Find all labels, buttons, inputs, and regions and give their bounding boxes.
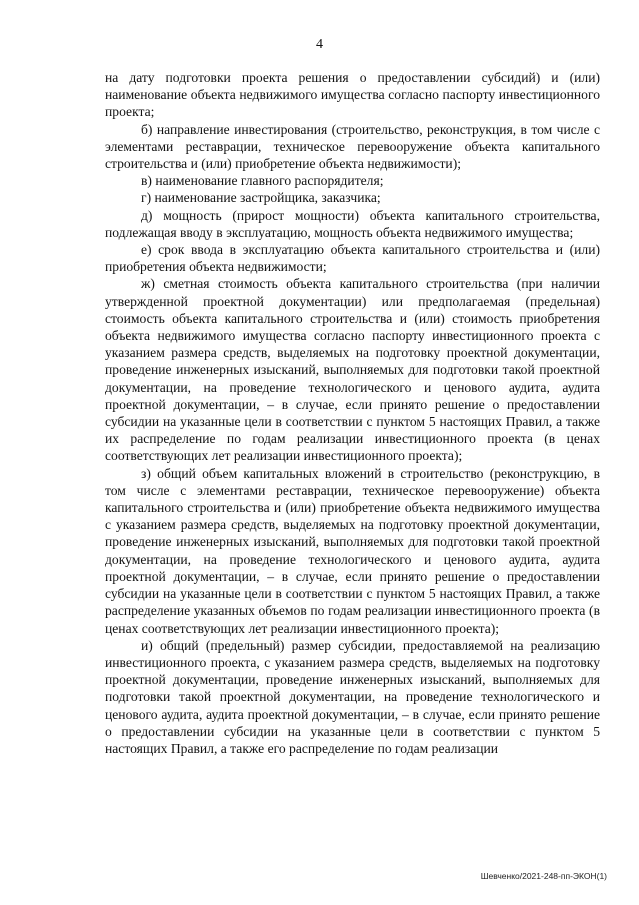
paragraph-item-b: б) направление инвестирования (строительство, реконструкция, в том числе с элементами реставрации, техническое перевооружение объекта капитального строительства и (или) приобретение объекта недвижимости); bbox=[105, 121, 600, 172]
paragraph-item-z: з) общий объем капитальных вложений в строительство (реконструкцию, в том числе с элементами реставрации, техническое перевооружение) объекта капитального строительства и (или) приобретение объекта недвижимого имущества с указанием размера средств, выделяемых на подготовку проектной документации, проведение инженерных изысканий, выполняемых для подготовки такой проектной документации, на проведение технологического и ценового аудита, аудита проектной документации, – в случае, если принято решение о предоставлении субсидии на указанные цели в соответствии с пунктом 5 настоящих Правил, а также распределение указанных объемов по годам реализации инвестиционного проекта (в ценах соответствующих лет реализации инвестиционного проекта); bbox=[105, 465, 600, 636]
paragraph-item-e: е) срок ввода в эксплуатацию объекта капитального строительства и (или) приобретения объекта недвижимости; bbox=[105, 242, 600, 275]
paragraph-item-g: г) наименование застройщика, заказчика; bbox=[141, 190, 381, 206]
paragraph-item-zh: ж) сметная стоимость объекта капитального строительства (при наличии утвержденной проектной документации) или предполагаемая (предельная) стоимость объекта капитального строительства и (или) стоимость приобретения объекта недвижимого имущества согласно паспорту инвестиционного проекта с указанием размера средств, выделяемых на подготовку проектной документации, проведение инженерных изысканий, выполняемых для подготовки такой проектной документации, на проведение технологического и ценового аудита, аудита проектной документации, – в случае, если принято решение о предоставлении субсидии на указанные цели в соответствии с пунктом 5 настоящих Правил, а также их распределение по годам реализации инвестиционного проекта (в ценах соответствующих лет реализации инвестиционного проекта); bbox=[105, 276, 600, 464]
document-footer-code: Шевченко/2021-248-пп-ЭКОН(1) bbox=[480, 871, 607, 881]
paragraph-item-i: и) общий (предельный) размер субсидии, предоставляемой на реализацию инвестиционного проекта, с указанием размера средств, выделяемых на подготовку проектной документации, проведение инженерных изысканий, выполняемых для подготовки такой проектной документации, на проведение технологического и ценового аудита, аудита проектной документации, – в случае, если принято решение о предоставлении субсидии на указанные цели в соответствии с пунктом 5 настоящих Правил, а также его распределение по годам реализации bbox=[105, 637, 600, 756]
paragraph-item-v: в) наименование главного распорядителя; bbox=[141, 173, 384, 189]
document-body bbox=[105, 69, 600, 757]
paragraph-continuation: на дату подготовки проекта решения о предоставлении субсидий) и (или) наименование объекта недвижимого имущества согласно паспорту инвестиционного проекта; bbox=[105, 70, 600, 120]
paragraph-item-d: д) мощность (прирост мощности) объекта капитального строительства, подлежащая вводу в эксплуатацию, мощность объекта недвижимого имущества; bbox=[105, 207, 600, 240]
page-number: 4 bbox=[316, 37, 323, 52]
